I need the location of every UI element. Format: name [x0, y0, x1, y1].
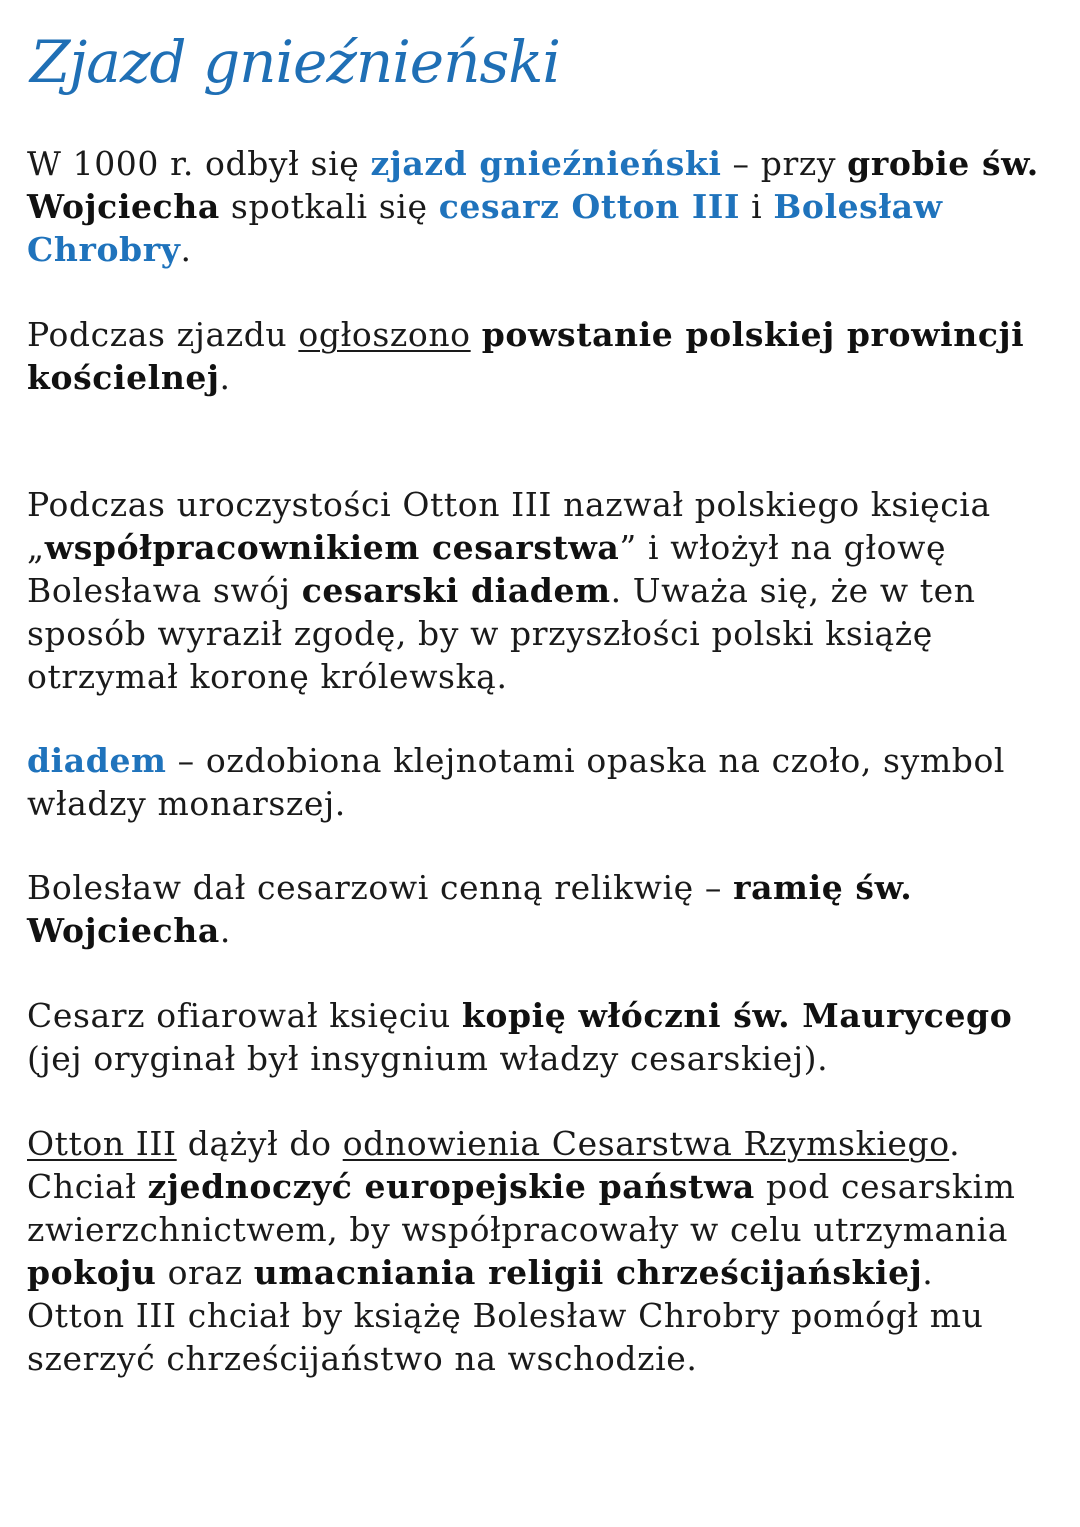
text-line: otrzymał koronę królewską.	[27, 657, 508, 696]
highlight-term: Bolesław	[773, 187, 943, 226]
bold-term: Wojciecha	[27, 911, 220, 950]
text-line: Wojciecha.	[27, 911, 231, 950]
bold-term: powstanie polskiej prowincji	[481, 315, 1025, 354]
page-title: Zjazd gnieźnieński	[30, 28, 560, 96]
highlight-term: diadem	[27, 741, 167, 780]
text-line: Otton III dążył do odnowienia Cesarstwa Rzymskiego.	[27, 1124, 961, 1163]
text-line: Bolesław dał cesarzowi cenną relikwię – ramię św.	[27, 868, 913, 907]
text-line: Podczas zjazdu ogłoszono powstanie polskiej prowincji	[27, 315, 1025, 354]
text-line: sposób wyraził zgodę, by w przyszłości polski książę	[27, 614, 933, 653]
text-line: władzy monarszej.	[27, 784, 346, 823]
text-line: kościelnej.	[27, 358, 231, 397]
underlined-term: ogłoszono	[298, 315, 471, 354]
paragraph-diadem-definition	[27, 739, 1067, 825]
text-line: Chciał zjednoczyć europejskie państwa pod cesarskim	[27, 1167, 1016, 1206]
text-line: „współpracownikiem cesarstwa” i włożył na głowę	[27, 528, 947, 567]
paragraph-relikwia	[27, 866, 1067, 952]
paragraph-prowincja	[27, 313, 1067, 399]
text-line: zwierzchnictwem, by współpracowały w celu utrzymania	[27, 1210, 1009, 1249]
text-line: diadem – ozdobiona klejnotami opaska na czoło, symbol	[27, 741, 1006, 780]
text-line: (jej oryginał był insygnium władzy cesarskiej).	[27, 1039, 829, 1078]
text-line: Cesarz ofiarował księciu kopię włóczni św. Maurycego	[27, 996, 1013, 1035]
text-line: szerzyć chrześcijaństwo na wschodzie.	[27, 1339, 698, 1378]
bold-term: cesarski diadem	[301, 571, 611, 610]
bold-term: kopię włóczni św. Maurycego	[461, 996, 1013, 1035]
bold-term: kościelnej	[27, 358, 220, 397]
highlight-term: cesarz Otton III	[438, 187, 740, 226]
bold-term: umacniania religii chrześcijańskiej	[253, 1253, 923, 1292]
text-line: pokoju oraz umacniania religii chrześcijańskiej.	[27, 1253, 934, 1292]
bold-term: Wojciecha	[27, 187, 220, 226]
bold-term: zjednoczyć europejskie państwa	[147, 1167, 755, 1206]
highlight-term: zjazd gnieźnieński	[370, 144, 722, 183]
text-line: Chrobry.	[27, 230, 192, 269]
bold-term: współpracownikiem cesarstwa	[44, 528, 620, 567]
underlined-term: odnowienia Cesarstwa Rzymskiego	[342, 1124, 950, 1163]
text-line: Wojciecha spotkali się cesarz Otton III i Bolesław	[27, 187, 943, 226]
underlined-term: Otton III	[27, 1124, 177, 1163]
paragraph-uroczystosc	[27, 483, 1067, 698]
bold-term: pokoju	[27, 1253, 157, 1292]
text-line: W 1000 r. odbył się zjazd gnieźnieński – przy grobie św.	[27, 144, 1039, 183]
paragraph-zjazd-intro	[27, 142, 1067, 271]
bold-term: grobie św.	[847, 144, 1039, 183]
highlight-term: Chrobry	[27, 230, 181, 269]
text-line: Otton III chciał by książę Bolesław Chrobry pomógł mu	[27, 1296, 984, 1335]
text-line: Bolesława swój cesarski diadem. Uważa się, że w ten	[27, 571, 976, 610]
paragraph-cesarstwo	[27, 1122, 1067, 1380]
paragraph-wlocznia	[27, 994, 1067, 1080]
text-line: Podczas uroczystości Otton III nazwał polskiego księcia	[27, 485, 991, 524]
bold-term: ramię św.	[733, 868, 913, 907]
